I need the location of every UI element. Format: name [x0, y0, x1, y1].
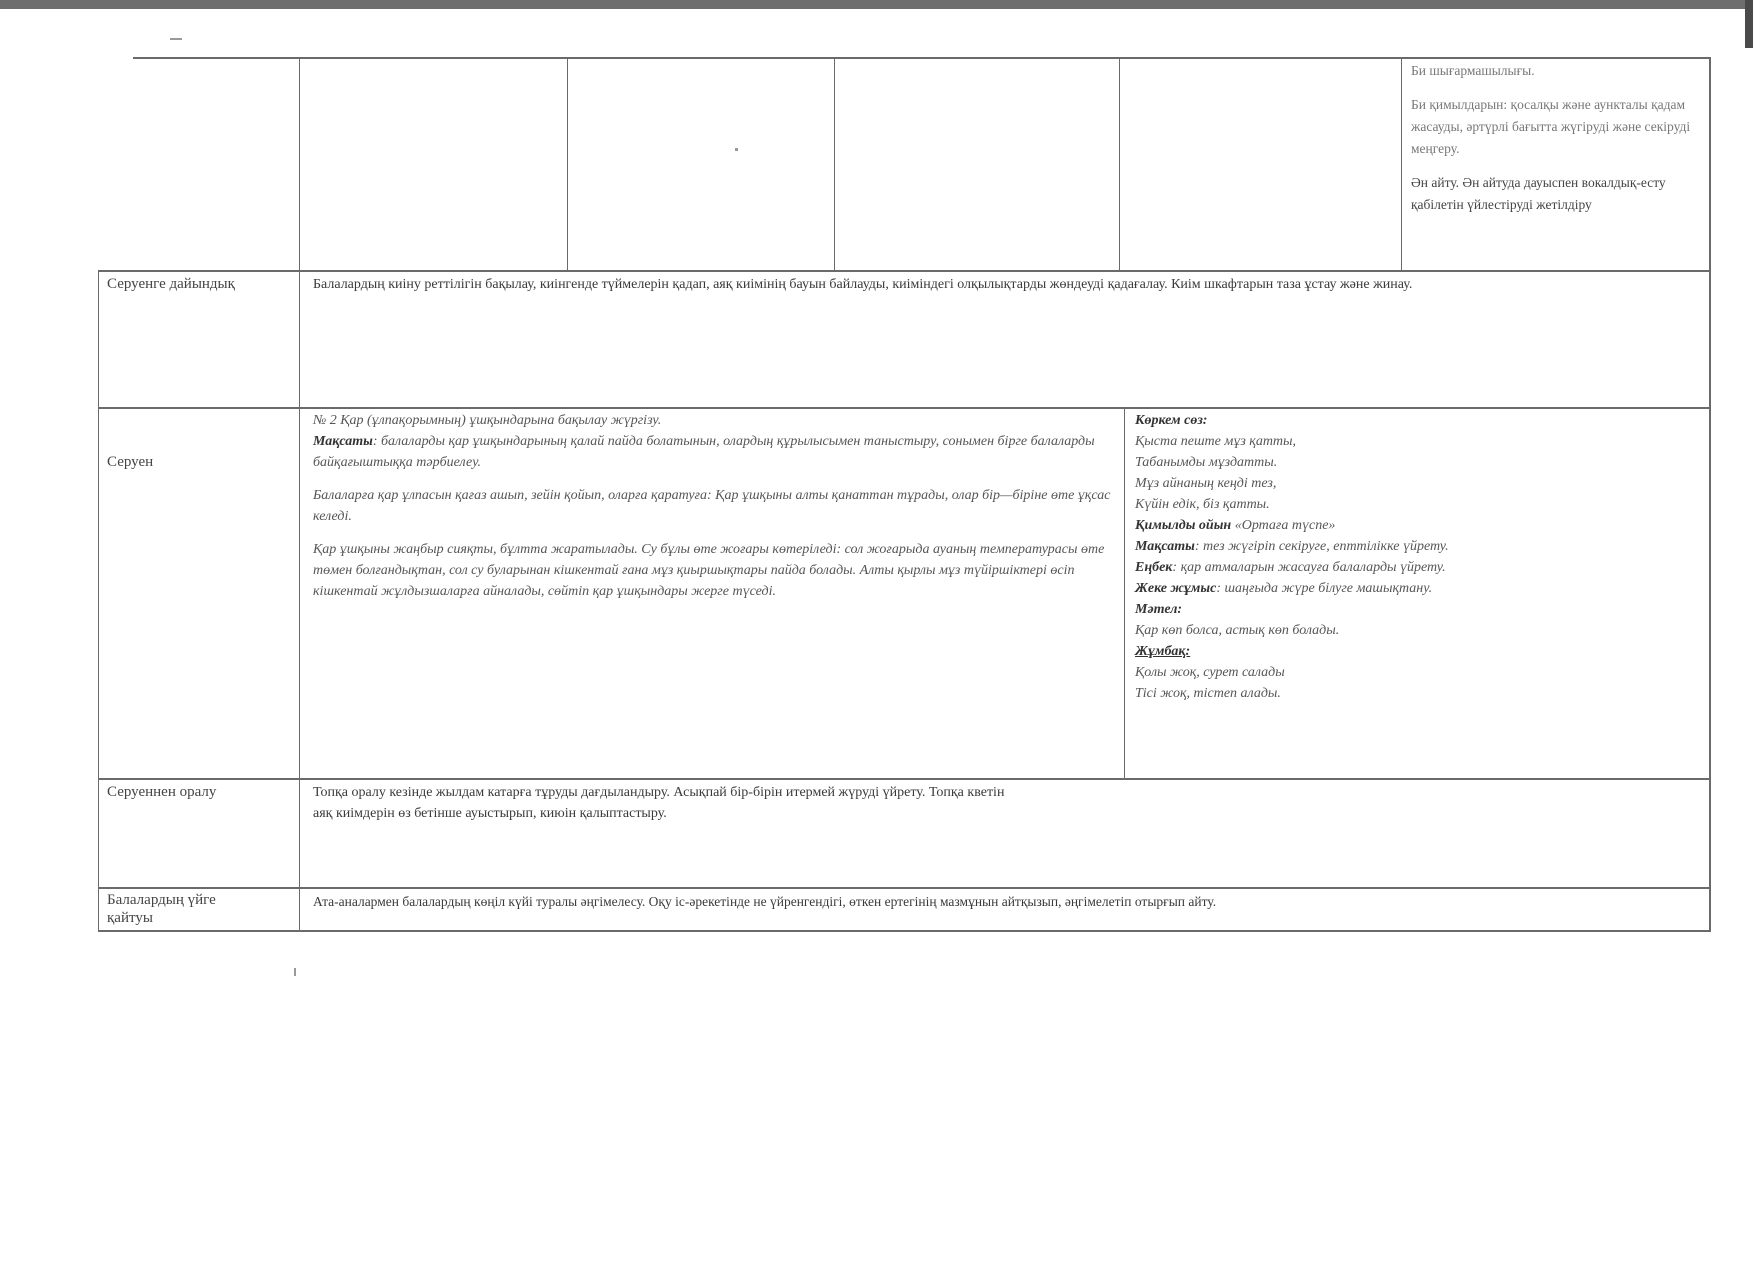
labour-line — [1135, 557, 1705, 578]
observation-para: Қар ұшқыны жаңбыр сияқты, бұлтта жаратылады. Су бұлы өте жоғары көтеріледі: сол жоғарыда ауаның температурасы өте төмен болғандықтан, сол су буларынан кішкентай ғана мұз қиыршықтары пайда болады. Алты қырлы мұз түйіршіктері өсіп кішкентай жұлдызшаларға айналады, сөйтіп қар ұшқындары жерге түседі. — [313, 542, 1105, 599]
proverb-text: Қар көп болса, астық көп болады. — [1135, 623, 1340, 638]
proverb-label: Мәтел: — [1135, 602, 1183, 617]
game-label: Қимылды ойын — [1135, 518, 1232, 533]
row-label-return: Серуеннен оралу — [107, 784, 217, 800]
goal-text: : балаларды қар ұшқындарының қалай пайда болатынын, олардың құрылысымен таныстыру, сонымен бірге балаларды байқағыштыққа тәрбиелеу. — [313, 434, 1095, 470]
cell-text: Би қимылдарын: қосалқы және аункталы қадам жасауды, әртүрлі бағытта жүгіруді және секіруді меңгеру. — [1411, 97, 1691, 156]
riddle-line: Тісі жоқ, тістеп алады. — [1135, 686, 1281, 701]
observation-para: Балаларға қар ұлпасын қағаз ашып, зейін қойып, оларға қаратуға: Қар ұшқыны алты қанаттан тұрады, олар бір—біріне өте ұқсас келеді. — [313, 488, 1111, 524]
art-word-label: Көркем сөз: — [1135, 413, 1208, 428]
riddle-label: Жұмбақ: — [1135, 644, 1191, 659]
scan-speck — [170, 38, 182, 40]
walk-observation-cell — [313, 410, 1113, 602]
goal-label: Мақсаты — [1135, 539, 1195, 554]
individual-label: Жеке жұмыс — [1135, 581, 1217, 596]
walk-activities-cell — [1135, 410, 1705, 704]
row-label-walk-prep: Серуенге дайындық — [107, 276, 235, 292]
game-line — [1135, 515, 1705, 536]
observation-title: № 2 Қар (ұлпақорымның) ұшқындарына бақылау жүргізу. — [313, 413, 662, 428]
scan-speck — [294, 968, 296, 976]
schedule-cell-music — [1411, 60, 1701, 216]
return-line: аяқ киімдерін өз бетінше ауыстырып, киюін қалыптастыру. — [313, 806, 667, 821]
scan-right-edge — [1745, 0, 1753, 48]
individual-text: : шаңғыда жүре білуге машықтану. — [1216, 581, 1433, 596]
poem-line: Күйін едік, біз қатты. — [1135, 497, 1270, 512]
row-content-walk-prep: Балалардың киіну реттілігін бақылау, киінгенде түймелерін қадап, аяқ киімінің бауын байлауды, киіміндегі олқылықтарды жөндеуді қадағалау. Киім шкафтарын таза ұстау және жинау. — [313, 277, 1413, 292]
row-content-return — [313, 782, 1703, 824]
goal-label: Мақсаты — [313, 434, 373, 449]
poem-line: Табанымды мұздатты. — [1135, 455, 1278, 470]
return-line: Топқа оралу кезінде жылдам катарға тұруды дағдыландыру. Асықпай бір-бірін итермей жүруді үйрету. Топқа кветін — [313, 785, 1005, 800]
scan-top-edge — [0, 0, 1753, 9]
labour-text: : қар атмаларын жасауға балаларды үйрету. — [1172, 560, 1446, 575]
game-name: «Ортаға түспе» — [1231, 518, 1336, 533]
individual-line — [1135, 578, 1705, 599]
riddle-line: Қолы жоқ, сурет салады — [1135, 665, 1285, 680]
cell-text: Би шығармашылығы. — [1411, 63, 1535, 78]
labour-label: Еңбек — [1135, 560, 1173, 575]
row-label-walk: Серуен — [107, 454, 154, 470]
row-label-going-home: Балалардың үйге қайтуы — [107, 892, 216, 926]
poem-line: Қыста пеште мұз қатты, — [1135, 434, 1297, 449]
scan-speck — [735, 148, 738, 151]
observation-goal — [313, 431, 1113, 473]
game-goal-line — [1135, 536, 1705, 557]
poem-line: Мұз айнаның кеңді тез, — [1135, 476, 1277, 491]
row-content-going-home: Ата-аналармен балалардың көңіл күйі туралы әңгімелесу. Оқу іс-әрекетінде не үйренгендігі, өткен ертегінің мазмұнын айтқызып, әңгімелетіп отырғып айту. — [313, 894, 1217, 909]
goal-text: : тез жүгіріп секіруге, епттілікке үйрету. — [1194, 539, 1449, 554]
cell-text: Ән айту. Ән айтуда дауыспен вокалдық-есту қабілетін үйлестіруді жетілдіру — [1411, 175, 1666, 212]
